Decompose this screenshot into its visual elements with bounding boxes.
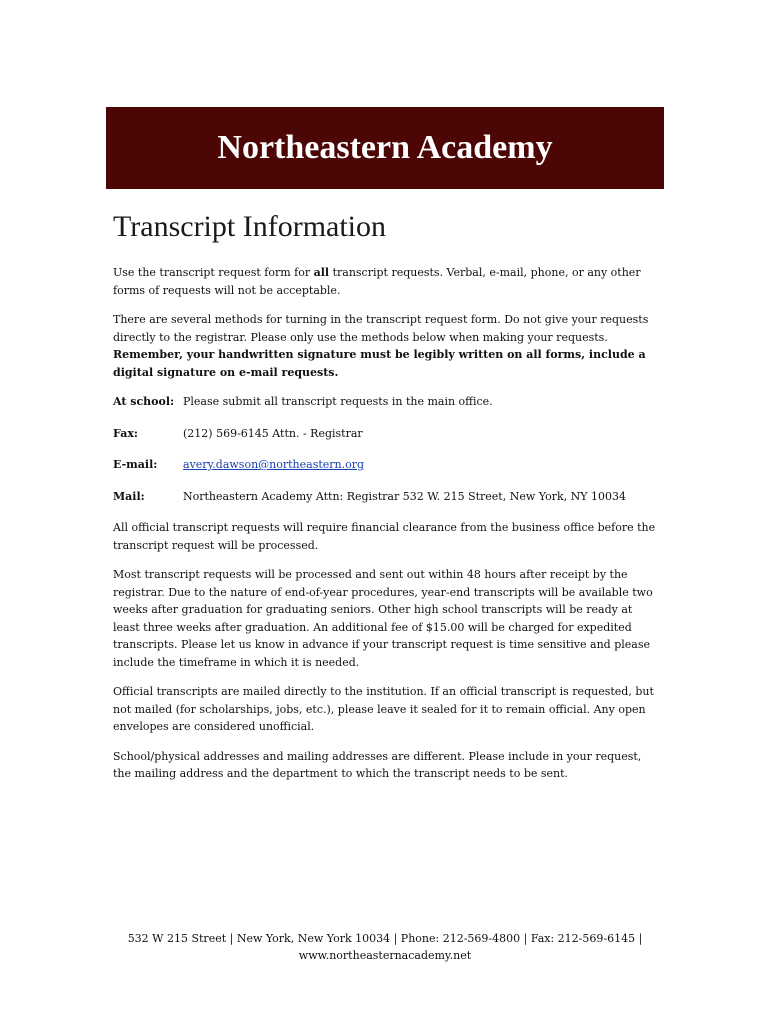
contact-label: Fax:: [113, 426, 138, 440]
email-link[interactable]: avery.dawson@northeastern.org: [183, 458, 365, 471]
footer-website: www.northeasternacademy.net: [298, 949, 472, 962]
contact-row-email: [113, 456, 658, 474]
contact-row-mail: [113, 488, 658, 506]
contact-label: Mail:: [113, 489, 145, 503]
contact-methods: [113, 393, 658, 505]
paragraph-methods: There are several methods for turning in the transcript request form. Do not give your requests directly to the registrar. Please only use the methods below when making your requests. Remember, your handwritten signature must be legibly written on all forms, include a digital signature on e-mail requests.: [113, 313, 649, 379]
paragraph-form-usage: Use the transcript request form for all transcript requests. Verbal, e-mail, phone, or any other forms of requests will not be acceptable.: [113, 266, 641, 297]
paragraph-clearance: All official transcript requests will require financial clearance from the business office before the transcript request will be processed.: [113, 521, 656, 552]
header-banner: [106, 107, 664, 189]
paragraph-processing: Most transcript requests will be processed and sent out within 48 hours after receipt by the registrar. Due to the nature of end-of-year procedures, year-end transcripts will be available two weeks after graduation for graduating seniors. Other high school transcripts will be ready at least three weeks after graduation. An additional fee of $15.00 will be charged for expedited transcripts. Please let us know in advance if your transcript request is time sensitive and please include the timeframe in which it is needed.: [113, 568, 653, 669]
contact-value: Northeastern Academy Attn: Registrar 532 W. 215 Street, New York, NY 10034: [183, 489, 626, 503]
contact-label: At school:: [113, 395, 175, 408]
contact-row-school: [113, 393, 658, 411]
contact-value: Please submit all transcript requests in the main office.: [183, 395, 493, 408]
contact-row-fax: [113, 425, 658, 443]
paragraph-addresses: School/physical addresses and mailing addresses are different. Please include in your request, the mailing address and the department to which the transcript needs to be sent.: [113, 749, 642, 780]
page-title: Transcript Information: [113, 210, 387, 243]
document-body: [113, 264, 658, 795]
contact-label: E-mail:: [113, 458, 158, 471]
contact-value: (212) 569-6145 Attn. - Registrar: [183, 426, 363, 440]
footer-address: 532 W 215 Street | New York, New York 10034 | Phone: 212-569-4800 | Fax: 212-569-6145 |: [127, 932, 643, 945]
paragraph-official: Official transcripts are mailed directly to the institution. If an official transcript is requested, but not mailed (for scholarships, jobs, etc.), please leave it sealed for it to remain official. Any open envelopes are considered unofficial.: [113, 685, 654, 733]
school-name: Northeastern Academy: [217, 129, 553, 166]
page-footer: [100, 930, 670, 964]
